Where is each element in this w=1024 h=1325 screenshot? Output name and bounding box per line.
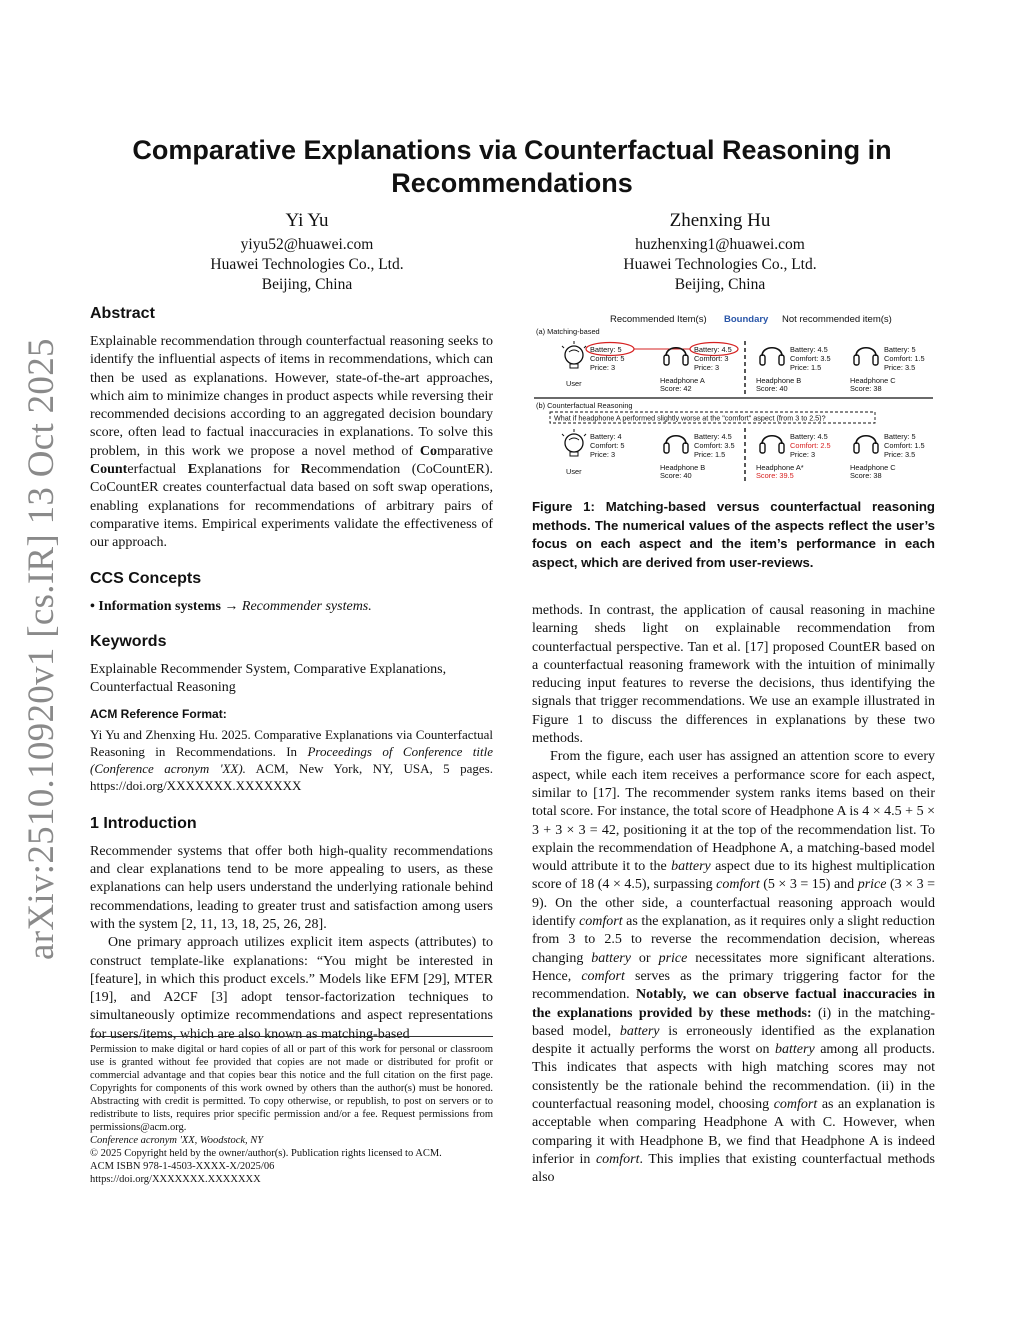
author-location: Beijing, China [674,276,766,293]
item-c-name: Headphone C [850,376,896,385]
user-label-b: User [566,467,582,476]
arxiv-stamp: arXiv:2510.10920v1 [cs.IR] 13 Oct 2025 [21,338,62,960]
row2-c-score: Score: 38 [850,471,882,480]
figure-1-diagram [532,308,935,496]
row2-c-name: Headphone C [850,463,896,472]
row2-a-score: Score: 39.5 [756,471,794,480]
author-name: Yi Yu [285,210,329,231]
item-a-battery: Battery: 4.5 [694,345,732,354]
introduction-section [90,814,493,1044]
counterfactual-question: What if headphone A performed slightly worse at the "comfort" aspect (from 3 to 2.5)? [554,413,826,423]
user-bulb-icon [562,341,586,368]
row2-a-price: Price: 3 [790,450,816,459]
user-b-comfort: Comfort: 5 [590,441,625,450]
acm-reference [90,705,493,793]
conference-line: Conference acronym 'XX, Woodstock, NY [90,1135,264,1146]
headphone-a-icon [664,348,688,365]
footnote [90,1036,493,1186]
author-org: Huawei Technologies Co., Ltd. [210,256,404,273]
row2-c-battery: Battery: 5 [884,432,916,441]
right-paragraph-2: From the figure, each user has assigned an attention score to every aspect, while each item receives a performance score for each aspect, similar to [17]. The recommender system ranks items based on their total score. For instance, the total score of Headphone A is 4 × 4.5 + 5 × 3 + 3 × 3 = 42, positioning it at the top of the recommendation list. To explain the recommendation of Headphone A, a matching-based model would attribute it to the battery aspect due to its highest multiplication score of 18 (4 × 4.5), surpassing comfort (5 × 3 = 15) and price (3 × 3 = 9). On the other side, a counterfactual reasoning approach would identify comfort as the explanation, as it requires only a slight reduction from 3 to 2.5 to reverse the recommendation decision, whereas changing battery or price necessitates more significant alterations. Hence, comfort serves as the primary triggering factor for the recommendation. Notably, we can observe factual inaccuracies in the explanations provided by these methods: (i) in the matching-based model, battery is erroneously identified as the explanation despite it actually performs the worst on battery among all products. This indicates that aspects with high matching scores may not consistently be the rationale behind the recommendation. (ii) in the counterfactual reasoning model, choosing comfort as an explanation is acceptable when comparing Headphone A with C. However, when comparing it with Headphone B, we find that Headphone A is indeed inferior in comfort. This implies that existing counterfactual methods also [532,749,936,1186]
isbn-line: ACM ISBN 978-1-4503-XXXX-X/2025/06 [90,1161,275,1172]
fig-header-recommended: Recommended Item(s) [610,314,707,325]
user-a-battery: Battery: 5 [590,345,622,354]
author-name: Zhenxing Hu [669,210,771,231]
user-a-comfort: Comfort: 5 [590,354,625,363]
abstract-text: Explainable recommendation through counterfactual reasoning seeks to identify the influential aspects of items in recommendations, which can then be used as explanations. However, state-of-the-art approaches, which aim to minimize changes in product aspects while reversing their recommended decisions according to an aggregated decision boundary score, often lead to factual inaccuracies in explanations. To solve this problem, in this work we propose a novel method of Comparative Counterfactual Explanations for Recommendation (CoCountER). CoCountER creates counterfactual data based on soft swap operations, enabling explanations for recommendations of arbitrary pairs of comparative items. Empirical experiments validate the effectiveness of our approach. [90,334,493,551]
headphone-b-icon-row2 [664,436,688,453]
permission-notice: Permission to make digital or hard copies of all or part of this work for personal or classroom use is granted without fee provided that copies are not made or distributed for profit or commercial advantage and that copies bear this notice and the full citation on the first page. Copyrights for components of this work owned by others than the author(s) must be honored. Abstracting with credit is permitted. To copy otherwise, or republish, to post on servers or to redistribute to lists, requires prior specific permission and/or a fee. Request permissions from permissions@acm.org. [90,1044,493,1133]
user-bulb-icon-b [562,429,586,456]
item-a-comfort: Comfort: 3 [694,354,729,363]
row2-a-comfort: Comfort: 2.5 [790,441,831,450]
item-b-battery: Battery: 4.5 [790,345,828,354]
abstract-heading: Abstract [90,305,155,322]
item-c-price: Price: 3.5 [884,363,916,372]
user-a-price: Price: 3 [590,363,616,372]
right-column [532,602,935,1188]
headphone-a-star-icon [760,436,784,453]
figure-1-caption: Figure 1: Matching-based versus counterfactual reasoning methods. The numerical values of the aspects reflect the user’s focus on each aspect and the item’s performance in each aspect, which are derived from user-reviews. [532,499,935,570]
left-column [90,304,493,1044]
author-location: Beijing, China [261,276,353,293]
row2-c-price: Price: 3.5 [884,450,916,459]
author-block-1 [157,208,457,295]
row2-c-comfort: Comfort: 1.5 [884,441,925,450]
paper-title: Comparative Explanations via Counterfactual Reasoning in Recommendations [132,135,892,198]
fig-header-not-recommended: Not recommended item(s) [782,314,892,325]
fig-header-boundary: Boundary [724,314,769,325]
row2-b-comfort: Comfort: 3.5 [694,441,735,450]
fig-label-a: (a) Matching-based [536,327,600,336]
item-a-name: Headphone A [660,376,705,385]
abstract-section [90,304,493,553]
intro-paragraph-1: Recommender systems that offer both high-quality recommendations and clear explanations tend to be more appealing to users, as these explanations can help users understand the underlying rationale behind recommendations, leading to greater trust and satisfaction among users with the system [2, 11, 13, 18, 25, 26, 28]. [90,843,493,932]
keywords-heading: Keywords [90,632,167,650]
headphone-c-icon [854,348,878,365]
doi-link[interactable]: https://doi.org/XXXXXXX.XXXXXXX [90,1174,261,1185]
author-block-2 [570,208,870,295]
intro-paragraph-2: One primary approach utilizes explicit item aspects (attributes) to construct template-like explanations: “You might be interested in [feature], in which this product excels.” Models like EFM [29], MTER [19], and A2CF [3] adopt tensor-factorization techniques to simultaneously optimize recommendations and aspect representations for users/items, which are also known as matching-based [90,935,493,1042]
fig-label-b: (b) Counterfactual Reasoning [536,401,633,410]
headphone-c-icon-row2 [854,436,878,453]
acm-ref-text: Yi Yu and Zhenxing Hu. 2025. Comparative Explanations via Counterfactual Reasoning in Recommendations. In Proceedings of Conference title (Conference acronym 'XX). ACM, New York, NY, USA, 5 pages. https://doi.org/XXXXXXX.XXXXXXX [90,726,493,793]
user-b-price: Price: 3 [590,450,616,459]
keywords-text: Explainable Recommender System, Comparative Explanations, Counterfactual Reasoning [90,661,447,696]
user-b-battery: Battery: 4 [590,432,622,441]
keywords-section [90,632,493,698]
copyright-line: © 2025 Copyright held by the owner/author(s). Publication rights licensed to ACM. [90,1148,442,1159]
item-a-score: Score: 42 [660,384,692,393]
item-c-comfort: Comfort: 1.5 [884,354,925,363]
item-a-price: Price: 3 [694,363,720,372]
item-b-name: Headphone B [756,376,802,385]
item-b-price: Price: 1.5 [790,363,822,372]
item-c-battery: Battery: 5 [884,345,916,354]
author-email[interactable]: yiyu52@huawei.com [240,236,374,253]
intro-heading: 1 Introduction [90,814,197,832]
headphone-b-icon [760,348,784,365]
ccs-heading: CCS Concepts [90,569,202,587]
right-paragraph-1: methods. In contrast, the application of causal reasoning in machine learning sheds light on explainable recommendation from counterfactual perspective. Tan et al. [17] proposed CountER based on a counterfactual reasoning framework with the intuition of minimally reducing input features to reverse the decisions, thus identifying the signals that trigger recommendations. We use an example illustrated in Figure 1 to discuss the differences in explanations by these two methods. [532,603,935,747]
row2-b-score: Score: 40 [660,471,692,480]
row2-a-name: Headphone A* [756,463,804,472]
acm-ref-heading: ACM Reference Format: [90,707,227,722]
item-b-comfort: Comfort: 3.5 [790,354,831,363]
row2-a-battery: Battery: 4.5 [790,432,828,441]
author-org: Huawei Technologies Co., Ltd. [623,256,817,273]
user-label: User [566,379,582,388]
ccs-concept: • Information systems → Recommender systems. [90,598,372,614]
row2-b-name: Headphone B [660,463,706,472]
row2-b-price: Price: 1.5 [694,450,726,459]
author-email[interactable]: huzhenxing1@huawei.com [635,236,805,253]
item-b-score: Score: 40 [756,384,788,393]
item-c-score: Score: 38 [850,384,882,393]
figure-1 [532,308,935,496]
row2-b-battery: Battery: 4.5 [694,432,732,441]
ccs-section [90,569,493,616]
